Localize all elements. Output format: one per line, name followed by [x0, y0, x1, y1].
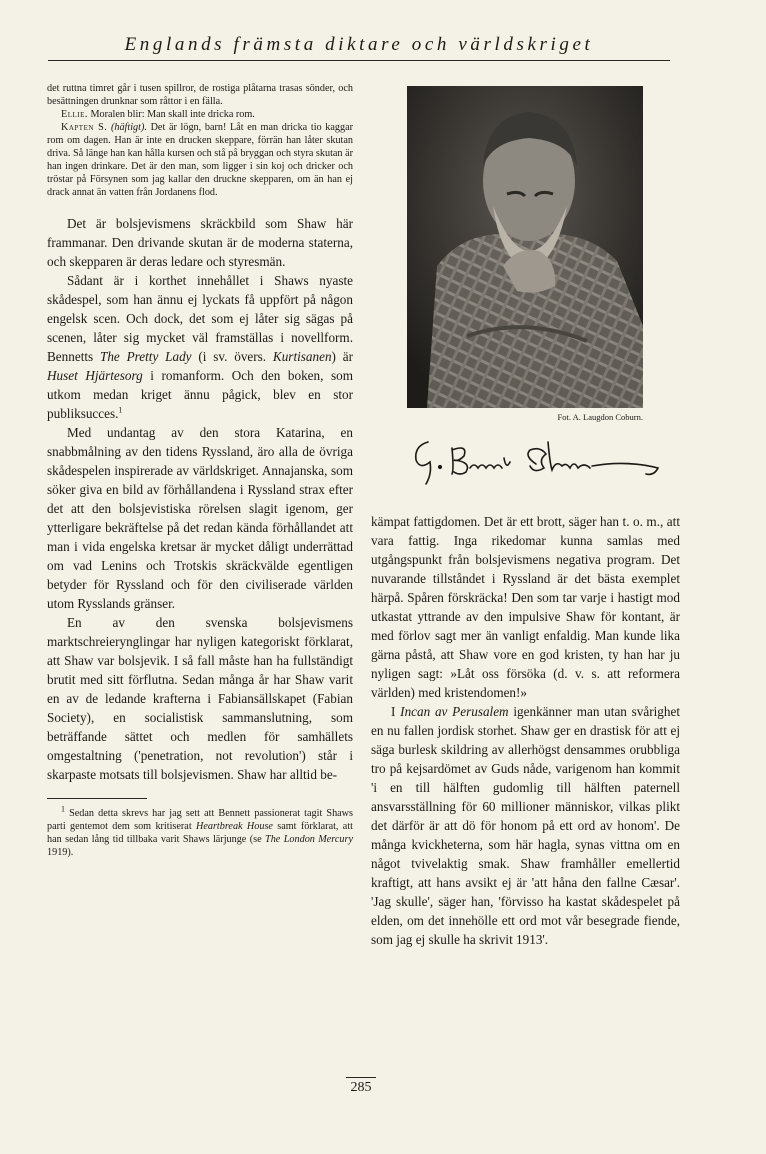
footnote-text — [47, 804, 353, 859]
title-heartbreak-house: Heartbreak House — [195, 821, 273, 832]
text-run: igenkänner man utan svårighet en nu fallen jordisk storhet. Shaw ger en drastisk för att ej säga burlesk skildring av allerhögst densammes orubbliga tro på kejsardömet av Guds nåde, varigenom han kommit 'i en till hälften gudomlig till hälften paternell ansvarsställning för 60 millioner människor, vilkas plikt det därför är att dö för honom på ett ord av honom'. De många kvickheterna, som här hagla, synas vittna om en något tvivelaktig smak. Shaw framhåller emellertid kraftigt, att hans avsikt ej är 'att håna den fallne Cæsar'. 'Jag skulle', säger han, 'förvisso ha kastat skådespelet på elden, om det innehölle ett ord mot vår besegrade fiende, som jag ej skulle ha skrivit 1913'. — [371, 704, 680, 947]
paragraph: kämpat fattigdomen. Det är ett brott, säger han t. o. m., att vara fattig. Inga rikedomar kunna samlas med utgångspunkt från bolsjevismens negativa program. Det nuvarande tillståndet i Ryssland är det bästa exemplet härpå. Spåren förskräcka! Den som tar varje i hastigt mod utkastat yttrande av den impulsive Shaw för kontant, är med förlov sagt mer än vanligt enfaldig. Man kunde lika gärna påstå, att Shaw vore en god kristen, ty han har ju nyligen sagt: »Låt oss försöka (d. v. s. att reformera världen) med kristendomen!» — [371, 514, 680, 700]
stage-direction: (häftigt). — [110, 122, 147, 133]
title-kurtisanen: Kurtisanen — [272, 349, 332, 364]
dialogue-quote — [47, 82, 353, 199]
text-run: samt förklarat, att han sedan lång tid tillbaka varit Shaws lärjunge (se — [47, 821, 353, 845]
title-pretty-lady: The Pretty Lady — [99, 349, 192, 364]
left-body-text — [47, 214, 353, 784]
text-run: i romanform. Och den boken, som utkom medan kriget ännu pågick, blev en stor publiksucces. — [47, 368, 353, 421]
text-run: Sedan detta skrevs har jag sett att Bennett passionerat tagit Shaws parti gentemot dem som kritiserat — [47, 808, 353, 832]
ellie-line: Moralen blir: Man skall inte dricka rom. — [87, 109, 255, 120]
speaker-ellie: Ellie. — [61, 109, 88, 120]
footnote — [47, 804, 353, 859]
right-column — [371, 512, 680, 949]
text-run: ) är — [331, 349, 354, 364]
signature-g-bernard-shaw — [396, 434, 662, 490]
footnote-mark: 1 — [61, 804, 65, 814]
running-header: Englands främsta diktare och världskriget — [48, 34, 670, 61]
title-london-mercury: The London Mercury — [265, 834, 353, 845]
page-number: 285 — [346, 1077, 376, 1096]
paragraph: Det är bolsjevismens skräckbild som Shaw här frammanar. Den drivande skutan är de moderna staterna, och skepparen är deras ledare och styresmän. — [47, 216, 353, 269]
photo-credit: Fot. A. Laugdon Coburn. — [557, 412, 643, 422]
speaker-kapten: Kapten S. — [61, 122, 108, 133]
quote-opening: det ruttna timret går i tusen spillror, de rostiga plåtarna trasas sönder, och besättningen drunknar som råttor i en fälla. — [47, 83, 353, 107]
footnote-divider — [47, 798, 147, 799]
text-run: I — [391, 704, 401, 719]
paragraph: En av den svenska bolsjevismens marktschreierynglingar har nyligen kategoriskt förklarat, att Shaw var bolsjevik. I så fall måste han ha fullständigt brutit med sitt förflutna. Sedan många år har Shaw varit en av de ledande krafterna i Fabiansällskapet (Fabian Society), en socialistisk sammanslutning, som beträffande sättet och medlen för samhällets omgestaltning ('penetration, not revolution') står i skarpaste motsats till bolsjevismen. Shaw har alltid be- — [47, 615, 353, 782]
title-incan-av-perusalem: Incan av Perusalem — [400, 704, 509, 719]
left-column — [47, 82, 353, 859]
quote-ellie — [47, 108, 353, 121]
quote-kapten — [47, 121, 353, 199]
kapten-line: Det är lögn, barn! Låt en man dricka tio kaggar rom om dagen. Han är inte en drucken skeppare, förrän han låter skutan driva. Så länge han kan hålla kursen och stå på bryggan och styra skutan är han ingen drinkare. Det är den man, som ligger i sin koj och dricker och tröstar på Försynen som jag kallar den druckne skepparen, om än han ej drack annat än vatten från Jordanens flod. — [47, 122, 354, 198]
footnote-ref[interactable]: 1 — [118, 405, 123, 415]
title-huset-hjartesorg: Huset Hjärtesorg — [47, 368, 143, 383]
paragraph — [47, 271, 353, 423]
paragraph: Med undantag av den stora Katarina, en snabbmålning av den tidens Ryssland, äro alla de övriga skådespelen inspirerade av världskriget. Annajanska, som söker giva en bild av förhållandena i Ryssland strax efter det att den bolsjevistiska rörelsen slagit igenom, ger ytterligare bekräftelse på det redan kända förhållandet att man i vida engelska kretsar är mycket dåligt underrättad om vad Lenins och Trotskis skräckvälde egentligen betyder för Ryssland och för den civiliserade världen utom Rysslands gränser. — [47, 425, 353, 611]
text-run: Sådant är i korthet innehållet i Shaws nyaste skådespel, som han ännu ej lyckats få uppfört på någon engelsk scen. Och dock, det som ej låter sig sägas på scenen, låter sig mycket väl framställas i novellform. Bennetts — [47, 273, 353, 364]
portrait-photo — [407, 86, 643, 408]
text-run: 1919). — [47, 847, 74, 858]
text-run: (i sv. övers. — [191, 349, 273, 364]
paragraph — [371, 702, 680, 949]
